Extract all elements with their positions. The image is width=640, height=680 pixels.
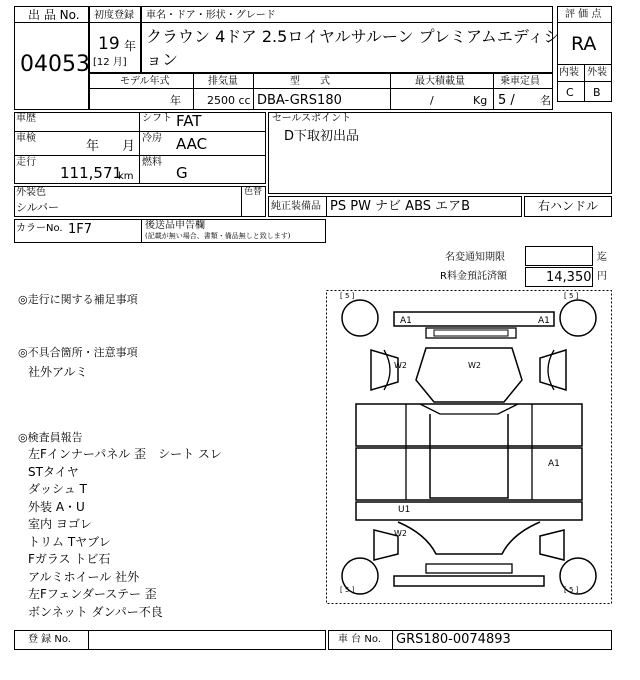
color-value: シルバー (16, 201, 59, 214)
equipment-value: PS PW ナビ ABS エアB (330, 199, 471, 214)
inspector-list (28, 446, 222, 621)
capacity-label: 乗車定員 (500, 76, 540, 87)
list-item: アルミホイール 社外 (28, 569, 140, 584)
sales-point-value: D下取初出品 (284, 129, 360, 144)
inspection-label: 車検 (16, 133, 36, 144)
defect-remarks-label: ◎不具合箇所・注意事項 (18, 346, 138, 359)
ac-label: 冷房 (142, 133, 162, 144)
steering-value: 右ハンドル (538, 199, 599, 213)
first-reg-year: 19 (98, 34, 120, 54)
mark-w2-lower: W2 (394, 529, 407, 538)
list-item: STタイヤ (28, 464, 79, 479)
color-no-value: 1F7 (68, 222, 93, 237)
tire-label-br: [ 5 ] (564, 586, 579, 594)
inspection-month: 月 (122, 139, 136, 154)
mark-u1: U1 (398, 505, 411, 515)
load-value: / (430, 94, 434, 107)
mileage-value: 111,571 (60, 164, 123, 182)
car-name-line1: クラウン 4ドア 2.5ロイヤルサルーン プレミアムエディシ (146, 27, 560, 46)
driving-remarks-label: ◎走行に関する補足事項 (18, 293, 138, 306)
displacement-label: 排気量 (208, 76, 238, 87)
mark-a1-right: A1 (538, 316, 550, 326)
lot-number: 04053 (20, 52, 90, 77)
lot-label: 出 品 No. (28, 8, 80, 22)
chassis-no-label: 車 台 No. (338, 634, 381, 645)
first-reg-label: 初度登録 (94, 10, 134, 21)
mark-a1-side: A1 (548, 459, 560, 469)
chassis-no-value: GRS180-0074893 (396, 632, 511, 647)
score-label: 評 価 点 (565, 9, 602, 20)
first-reg-month: [12 月] (93, 57, 127, 68)
capacity-value: 5 / (498, 93, 515, 108)
shift-value: FAT (176, 112, 202, 130)
inspector-report-label: ◎検査員報告 (18, 431, 83, 444)
list-item: 左Fインナーパネル 歪 シート スレ (28, 447, 222, 461)
list-item: ダッシュ T (28, 482, 87, 496)
mark-w2-left: W2 (394, 361, 407, 370)
mark-w2-center: W2 (468, 361, 481, 370)
inspection-year: 年 (86, 139, 100, 154)
list-item: トリム Tヤブレ (28, 534, 111, 549)
type-label: 型 式 (290, 76, 330, 87)
history-label: 車歴 (16, 113, 36, 124)
list-item: 左Fフェンダーステー 歪 (28, 587, 157, 601)
car-name-label: 車名・ドア・形状・グレード (146, 10, 276, 21)
car-name-line2: ョン (146, 50, 179, 69)
recycle-value: 14,350 (546, 270, 592, 285)
shift-label: シフト (142, 113, 172, 124)
car-damage-diagram (326, 290, 612, 604)
tire-label-bl: [ 5 ] (340, 586, 355, 594)
tire-label-tl: [ 5 ] (340, 292, 355, 300)
sales-point-label: セールスポイント (272, 113, 352, 124)
sales-point-box (268, 112, 612, 194)
exterior-label: 外装 (587, 67, 607, 78)
list-item: Fガラス トビ石 (28, 552, 111, 566)
tire-label-tr: [ 5 ] (564, 292, 579, 300)
mileage-unit: km (118, 171, 134, 182)
load-label: 最大積載量 (415, 76, 465, 87)
model-year-label: モデル年式 (120, 76, 170, 87)
mileage-notice-unit: 迄 (597, 252, 607, 263)
model-year-unit: 年 (170, 94, 181, 107)
type-value: DBA-GRS180 (257, 93, 342, 108)
score-value: RA (571, 33, 597, 55)
list-item: 社外アルミ (28, 365, 88, 379)
mileage-notice-box (525, 246, 593, 266)
recycle-label: R料金預託済額 (440, 271, 507, 282)
interior-label: 内装 (559, 67, 579, 78)
ac-value: AAC (176, 135, 208, 153)
list-item: 外装 A・U (28, 499, 85, 514)
fuel-label: 燃料 (142, 157, 162, 168)
first-reg-year-unit: 年 (124, 39, 137, 53)
load-unit: Kg (473, 94, 488, 107)
recycle-unit: 円 (597, 271, 607, 282)
list-item: 室内 ヨゴレ (28, 517, 92, 531)
aftermarket-note: (記載が無い場合、書類・備品無しと致します) (145, 232, 291, 240)
capacity-unit: 名 (540, 94, 551, 107)
color-label: 外装色 (16, 187, 46, 198)
equipment-label: 純正装備品 (271, 201, 321, 212)
mark-a1-left: A1 (400, 316, 412, 326)
color-no-label: カラーNo. (16, 223, 63, 234)
recolor-label: 色替 (244, 187, 263, 197)
aftermarket-label: 後送品申告欄 (145, 220, 205, 231)
mileage-notice-label: 名変通知期限 (445, 252, 505, 263)
fuel-value: G (176, 164, 188, 182)
mileage-label: 走行 (16, 157, 36, 168)
reg-no-label: 登 録 No. (28, 634, 71, 645)
interior-grade: C (566, 86, 574, 99)
list-item: ボンネット ダンパー不良 (28, 604, 163, 619)
displacement-value: 2500 cc (207, 94, 251, 107)
specs-box (14, 112, 266, 184)
defect-list (28, 364, 88, 380)
exterior-grade: B (593, 86, 601, 99)
